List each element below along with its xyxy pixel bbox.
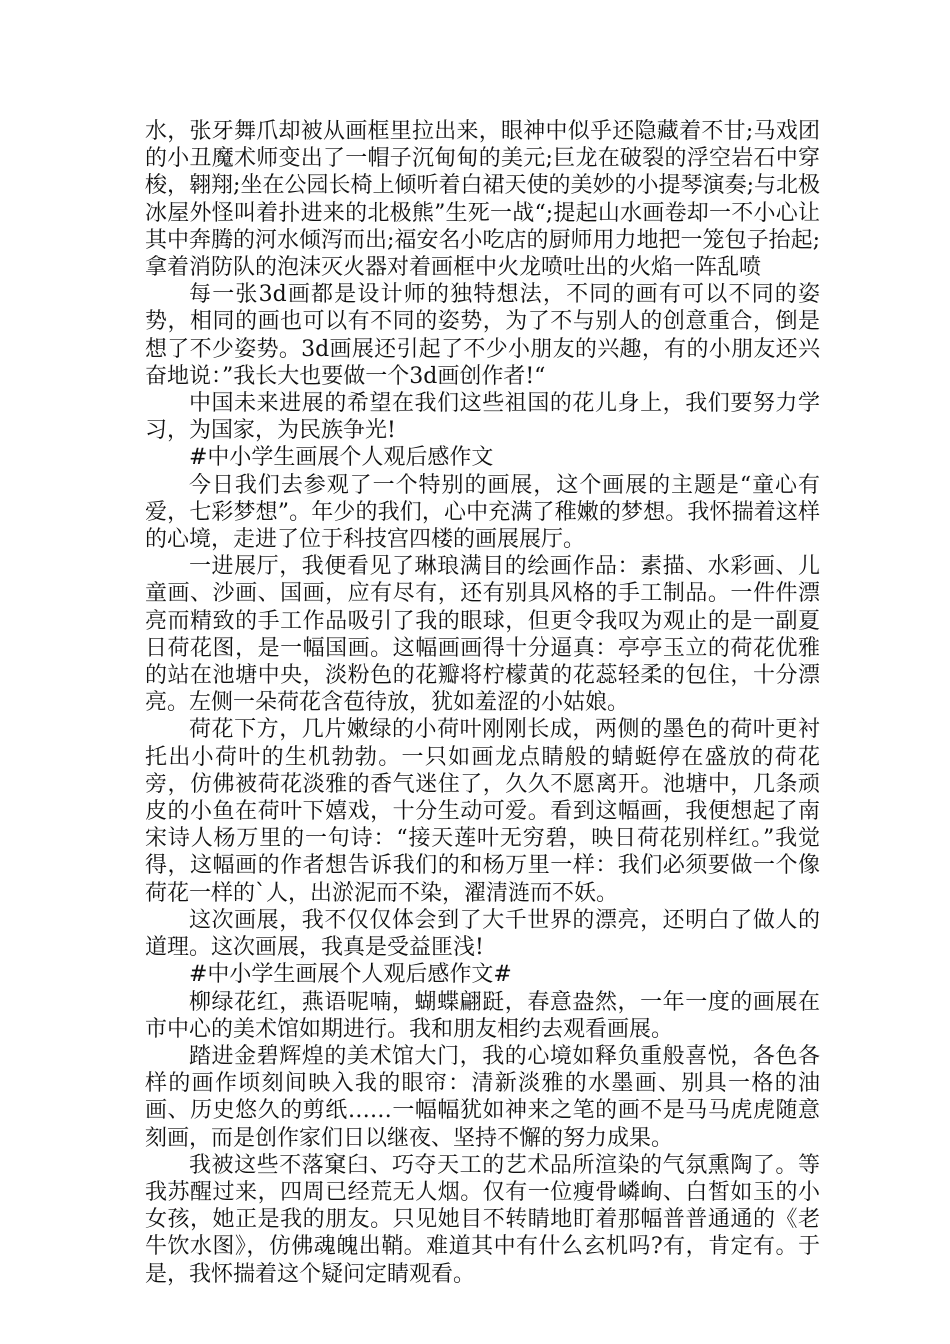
paragraph-5: 一进展厅，我便看见了琳琅满目的绘画作品：素描、水彩画、儿童画、沙画、国画，应有尽有，还有别具风格的手工制品。一件件漂亮而精致的手工作品吸引了我的眼球，但更令我叹为观止的是一副夏日荷花图，是一幅国画。这幅画画得十分逼真：亭亭玉立的荷花优雅的站在池塘中央，淡粉色的花瓣将柠檬黄的花蕊轻柔的包住，十分漂亮。左侧一朵荷花含苞待放，犹如羞涩的小姑娘。 <box>145 554 820 716</box>
section-heading-2: #中小学生画展个人观后感作文# <box>189 962 512 988</box>
section-heading-1: #中小学生画展个人观后感作文 <box>189 445 494 471</box>
paragraph-4: 今日我们去参观了一个特别的画展，这个画展的主题是“童心有爱，七彩梦想”。年少的我们，心中充满了稚嫩的梦想。我怀揣着这样的心境，走进了位于科技宫四楼的画展展厅。 <box>145 472 820 553</box>
paragraph-10: 我被这些不落窠臼、巧夺天工的艺术品所渲染的气氛熏陶了。等我苏醒过来，四周已经荒无人烟。仅有一位瘦骨嶙峋、白皙如玉的小女孩，她正是我的朋友。只见她目不转睛地盯着那幅普普通通的《老牛饮水图》，仿佛魂魄出鞘。难道其中有什么玄机吗?有，肯定有。于是，我怀揣着这个疑问定睛观看。 <box>145 1152 820 1287</box>
paragraph-6: 荷花下方，几片嫩绿的小荷叶刚刚长成，两侧的墨色的荷叶更衬托出小荷叶的生机勃勃。一只如画龙点睛般的蜻蜓停在盛放的荷花旁，仿佛被荷花淡雅的香气迷住了，久久不愿离开。池塘中，几条顽皮的小鱼在荷叶下嬉戏，十分生动可爱。看到这幅画，我便想起了南宋诗人杨万里的一句诗：“接天莲叶无穷碧，映日荷花别样红。”我觉得，这幅画的作者想告诉我们的和杨万里一样：我们必须要做一个像荷花一样的`人，出淤泥而不染，濯清涟而不妖。 <box>145 717 820 906</box>
paragraph-8: 柳绿花红，燕语呢喃，蝴蝶翩跹，春意盎然，一年一度的画展在市中心的美术馆如期进行。我和朋友相约去观看画展。 <box>145 989 820 1042</box>
document-body <box>145 118 820 1288</box>
paragraph-9: 踏进金碧辉煌的美术馆大门，我的心境如释负重般喜悦，各色各样的画作顷刻间映入我的眼帘：清新淡雅的水墨画、别具一格的油画、历史悠久的剪纸……一幅幅犹如神来之笔的画不是马马虎虎随意刻画，而是创作家们日以继夜、坚持不懈的努力成果。 <box>145 1043 820 1151</box>
paragraph-1: 水，张牙舞爪却被从画框里拉出来，眼神中似乎还隐藏着不甘;马戏团的小丑魔术师变出了一帽子沉甸甸的美元;巨龙在破裂的浮空岩石中穿梭，翱翔;坐在公园长椅上倾听着白裙天使的美妙的小提琴演奏;与北极冰屋外怪叫着扑进来的北极熊”生死一战“;提起山水画卷却一不小心让其中奔腾的河水倾泻而出;福安名小吃店的厨师用力地把一笼包子抬起;拿着消防队的泡沫灭火器对着画框中火龙喷吐出的火焰一阵乱喷 <box>145 119 820 281</box>
paragraph-7: 这次画展，我不仅仅体会到了大千世界的漂亮，还明白了做人的道理。这次画展，我真是受益匪浅! <box>145 907 820 961</box>
paragraph-3: 中国未来进展的希望在我们这些祖国的花儿身上，我们要努力学习，为国家，为民族争光! <box>145 391 820 444</box>
paragraph-2: 每一张3d画都是设计师的独特想法，不同的画有可以不同的姿势，相同的画也可以有不同的姿势，为了不与别人的创意重合，倒是想了不少姿势。3d画展还引起了不少小朋友的兴趣，有的小朋友还兴奋地说：”我长大也要做一个3d画创作者!“ <box>145 282 820 389</box>
